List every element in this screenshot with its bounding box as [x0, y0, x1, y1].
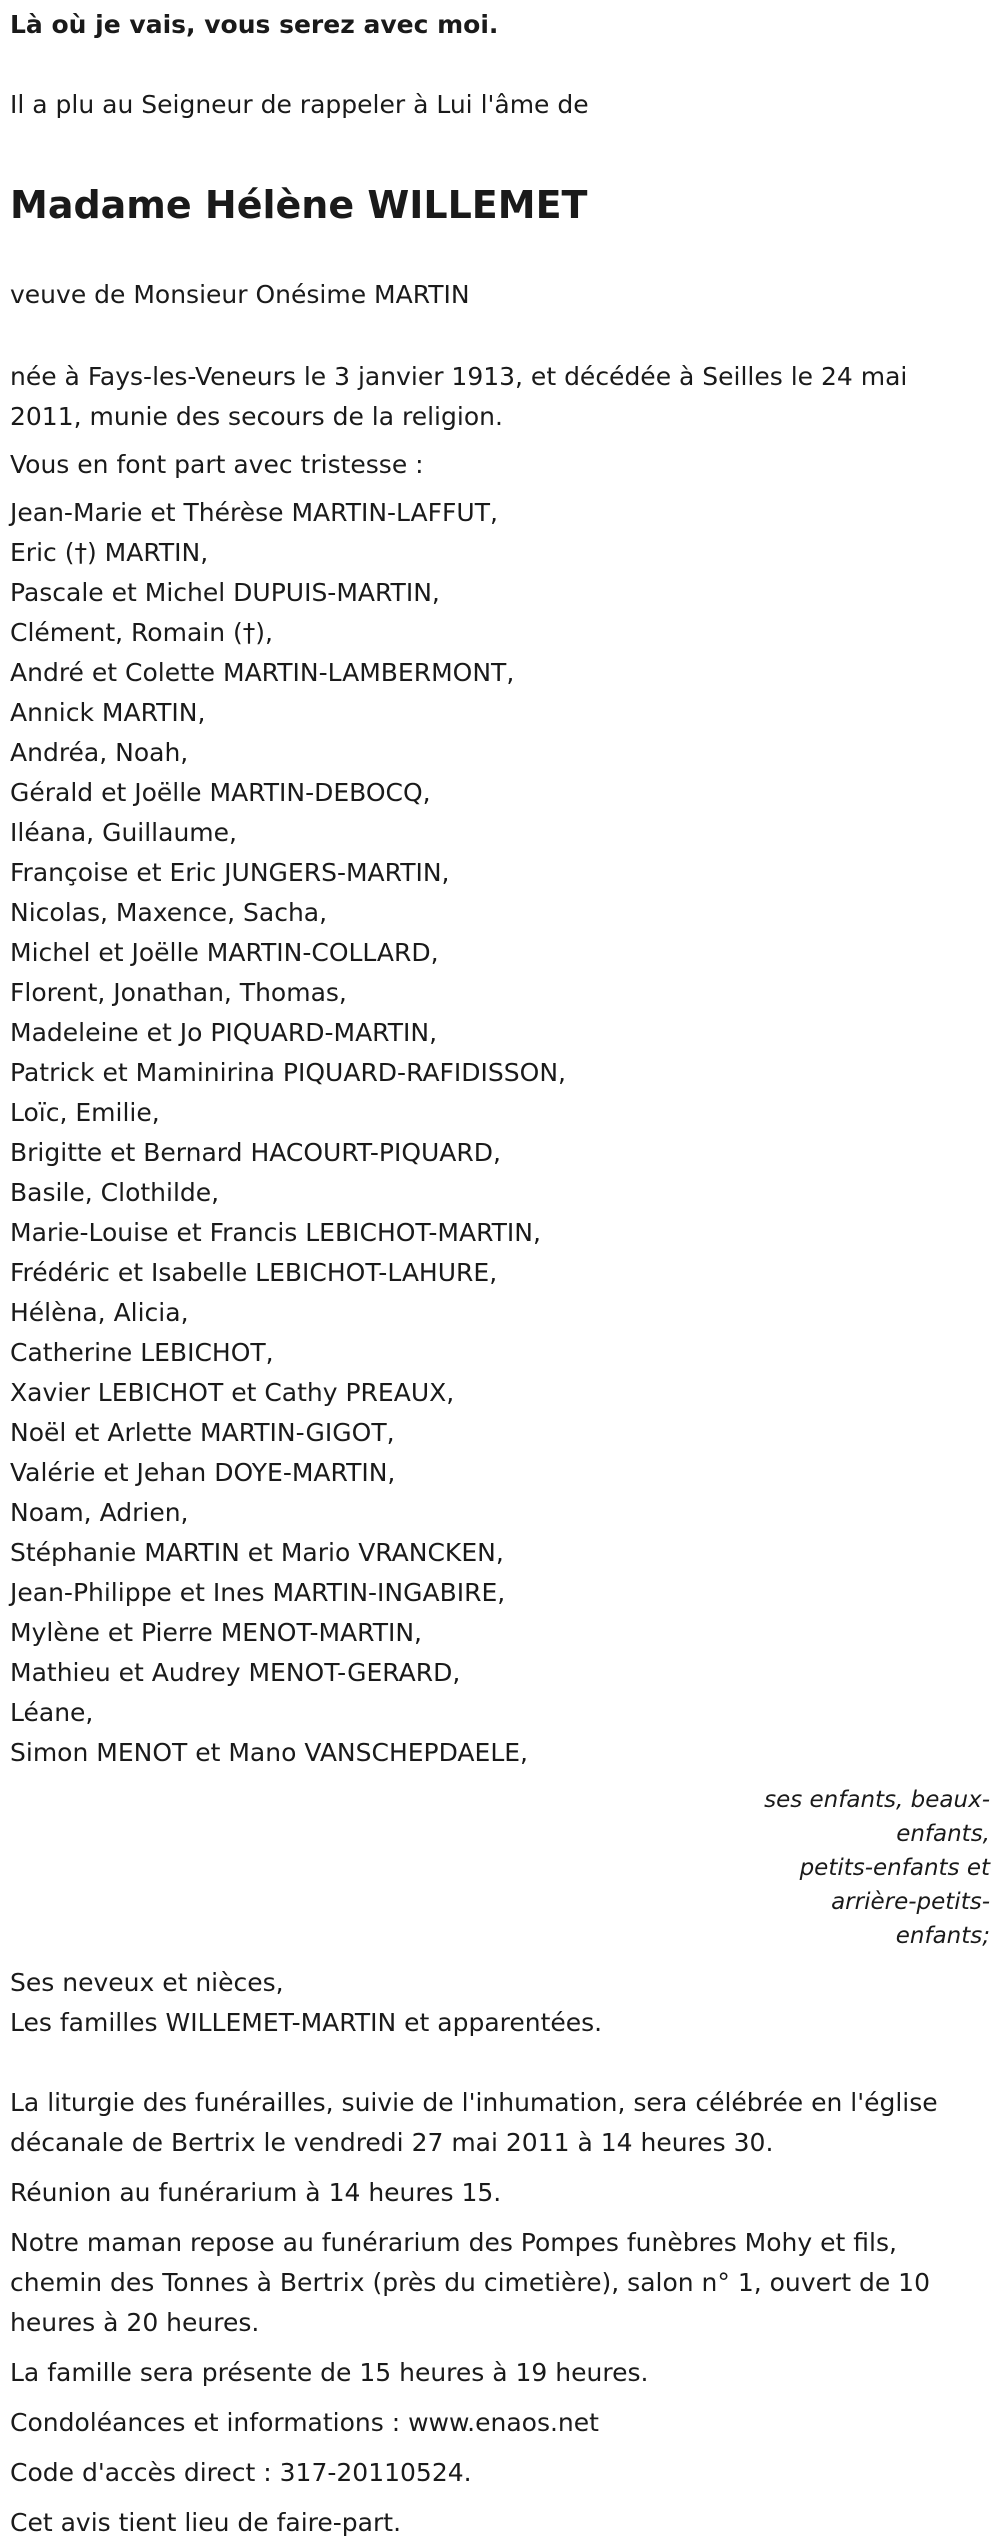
- family-member: Hélèna, Alicia,: [10, 1298, 189, 1327]
- relation-line: petits-enfants et arrière-petits-enfants;: [799, 1855, 990, 1949]
- family-member: Catherine LEBICHOT,: [10, 1338, 274, 1367]
- obituary-notice: [10, 0, 990, 2543]
- intro-text: Il a plu au Seigneur de rappeler à Lui l'âme de: [10, 90, 589, 119]
- family-list: [10, 493, 990, 1773]
- family-member: Iléana, Guillaume,: [10, 818, 237, 847]
- family-member: Brigitte et Bernard HACOURT-PIQUARD,: [10, 1138, 501, 1167]
- family-member: Pascale et Michel DUPUIS-MARTIN,: [10, 578, 440, 607]
- family-member: Clément, Romain (†),: [10, 618, 273, 647]
- birth-death-line: née à Fays-les-Veneurs le 3 janvier 1913, et décédée à Seilles le 24 mai: [10, 362, 908, 391]
- family-member: Simon MENOT et Mano VANSCHEPDAELE,: [10, 1738, 529, 1767]
- condolences-info: Condoléances et informations : www.enaos.net: [10, 2408, 599, 2437]
- family-member: Madeleine et Jo PIQUARD-MARTIN,: [10, 1018, 438, 1047]
- family-member: André et Colette MARTIN-LAMBERMONT,: [10, 658, 515, 687]
- family-member: Xavier LEBICHOT et Cathy PREAUX,: [10, 1378, 455, 1407]
- motto: Là où je vais, vous serez avec moi.: [10, 10, 499, 39]
- family-member: Loïc, Emilie,: [10, 1098, 160, 1127]
- family-member: Marie-Louise et Francis LEBICHOT-MARTIN,: [10, 1218, 541, 1247]
- family-member: Annick MARTIN,: [10, 698, 206, 727]
- extended-family: [10, 1963, 990, 2043]
- relation-line: ses enfants, beaux-enfants,: [764, 1787, 990, 1847]
- presence-info: La famille sera présente de 15 heures à 19 heures.: [10, 2358, 649, 2387]
- relation-note: [10, 1783, 990, 1953]
- family-member: Jean-Philippe et Ines MARTIN-INGABIRE,: [10, 1578, 506, 1607]
- rest-line: Notre maman repose au funérarium des Pompes funèbres Mohy et fils,: [10, 2228, 897, 2257]
- family-member: Nicolas, Maxence, Sacha,: [10, 898, 328, 927]
- family-member: Stéphanie MARTIN et Mario VRANCKEN,: [10, 1538, 504, 1567]
- family-member: Michel et Joëlle MARTIN-COLLARD,: [10, 938, 439, 967]
- family-member: Florent, Jonathan, Thomas,: [10, 978, 347, 1007]
- funeral-line: La liturgie des funérailles, suivie de l'inhumation, sera célébrée en l'église: [10, 2088, 938, 2117]
- family-member: Noam, Adrien,: [10, 1498, 189, 1527]
- family-member: Eric (†) MARTIN,: [10, 538, 209, 567]
- family-member: Andréa, Noah,: [10, 738, 189, 767]
- funeral-line: décanale de Bertrix le vendredi 27 mai 2011 à 14 heures 30.: [10, 2128, 774, 2157]
- family-member: Françoise et Eric JUNGERS-MARTIN,: [10, 858, 450, 887]
- birth-death-line: 2011, munie des secours de la religion.: [10, 402, 503, 431]
- family-member: Gérald et Joëlle MARTIN-DEBOCQ,: [10, 778, 431, 807]
- deceased-name: Madame Hélène WILLEMET: [10, 183, 588, 227]
- family-member: Mathieu et Audrey MENOT-GERARD,: [10, 1658, 461, 1687]
- funeral-info: [10, 2083, 990, 2163]
- family-member: Frédéric et Isabelle LEBICHOT-LAHURE,: [10, 1258, 498, 1287]
- birth-death-info: [10, 357, 990, 437]
- family-member: Mylène et Pierre MENOT-MARTIN,: [10, 1618, 422, 1647]
- family-member: Basile, Clothilde,: [10, 1178, 220, 1207]
- family-member: Jean-Marie et Thérèse MARTIN-LAFFUT,: [10, 498, 498, 527]
- family-member: Léane,: [10, 1698, 94, 1727]
- closing-note: Cet avis tient lieu de faire-part.: [10, 2508, 402, 2537]
- family-member: Valérie et Jehan DOYE-MARTIN,: [10, 1458, 396, 1487]
- rest-info: [10, 2223, 990, 2343]
- family-member: Patrick et Maminirina PIQUARD-RAFIDISSON,: [10, 1058, 566, 1087]
- access-code: Code d'accès direct : 317-20110524.: [10, 2458, 472, 2487]
- families-line: Les familles WILLEMET-MARTIN et apparentées.: [10, 2008, 603, 2037]
- announce-text: Vous en font part avec tristesse :: [10, 450, 424, 479]
- meeting-info: Réunion au funérarium à 14 heures 15.: [10, 2178, 502, 2207]
- family-member: Noël et Arlette MARTIN-GIGOT,: [10, 1418, 395, 1447]
- nephews-line: Ses neveux et nièces,: [10, 1968, 284, 1997]
- rest-line: heures à 20 heures.: [10, 2308, 260, 2337]
- rest-line: chemin des Tonnes à Bertrix (près du cimetière), salon n° 1, ouvert de 10: [10, 2268, 930, 2297]
- widow-of: veuve de Monsieur Onésime MARTIN: [10, 280, 470, 309]
